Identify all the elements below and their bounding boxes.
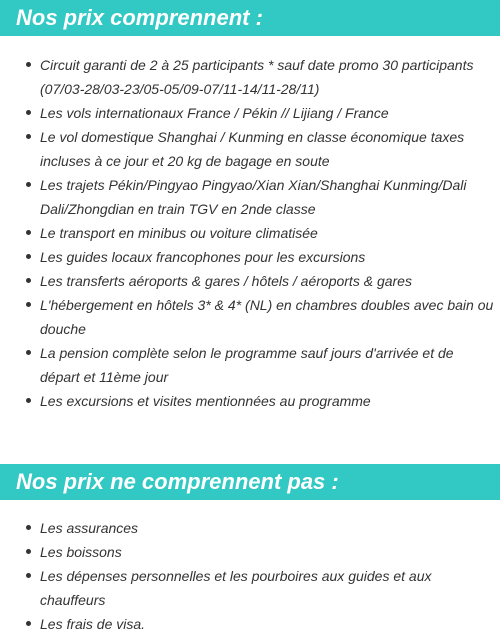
list-item-text: Les excursions et visites mentionnées au programme [40, 393, 371, 409]
list-item [0, 564, 500, 612]
list-item-text: Les transferts aéroports & gares / hôtels / aéroports & gares [40, 273, 412, 289]
list-item-text: Les assurances [40, 520, 139, 536]
included-section-title: Nos prix comprennent : [0, 0, 500, 36]
list-item-text: Les guides locaux francophones pour les excursions [40, 249, 366, 265]
bullet-icon [26, 398, 31, 403]
list-item-text: Les boissons [40, 544, 122, 560]
included-list [0, 53, 500, 413]
list-item [0, 293, 500, 341]
bullet-icon [26, 302, 31, 307]
bullet-icon [26, 278, 31, 283]
list-item-text: L'hébergement en hôtels 3* & 4* (NL) en chambres doubles avec bain ou douche [40, 297, 494, 337]
list-item-text: Les dépenses personnelles et les pourboires aux guides et aux chauffeurs [40, 568, 432, 608]
bullet-icon [26, 525, 31, 530]
bullet-icon [26, 254, 31, 259]
list-item [0, 540, 500, 564]
bullet-icon [26, 549, 31, 554]
list-item [0, 269, 500, 293]
list-item [0, 389, 500, 413]
excluded-section-title: Nos prix ne comprennent pas : [0, 464, 500, 500]
bullet-icon [26, 110, 31, 115]
list-item [0, 101, 500, 125]
list-item-text: Le transport en minibus ou voiture climatisée [40, 225, 318, 241]
bullet-icon [26, 62, 31, 67]
list-item [0, 341, 500, 389]
bullet-icon [26, 573, 31, 578]
list-item [0, 173, 500, 221]
list-item [0, 516, 500, 540]
bullet-icon [26, 350, 31, 355]
list-item [0, 221, 500, 245]
list-item [0, 53, 500, 101]
list-item-text: Le vol domestique Shanghai / Kunming en classe économique taxes incluses à ce jour et 20 kg de bagage en soute [40, 129, 465, 169]
excluded-list [0, 516, 500, 636]
bullet-icon [26, 230, 31, 235]
list-item [0, 245, 500, 269]
list-item-text: Les frais de visa. [40, 616, 146, 632]
bullet-icon [26, 182, 31, 187]
list-item [0, 612, 500, 636]
list-item-text: Circuit garanti de 2 à 25 participants * sauf date promo 30 participants (07/03-28/03-23/05-05/09-07/11-14/11-28/11) [40, 57, 474, 97]
list-item-text: Les vols internationaux France / Pékin // Lijiang / France [40, 105, 389, 121]
list-item-text: Les trajets Pékin/Pingyao Pingyao/Xian Xian/Shanghai Kunming/Dali Dali/Zhongdian en train TGV en 2nde classe [40, 177, 467, 217]
bullet-icon [26, 621, 31, 626]
bullet-icon [26, 134, 31, 139]
list-item [0, 125, 500, 173]
list-item-text: La pension complète selon le programme sauf jours d'arrivée et de départ et 11ème jour [40, 345, 454, 385]
